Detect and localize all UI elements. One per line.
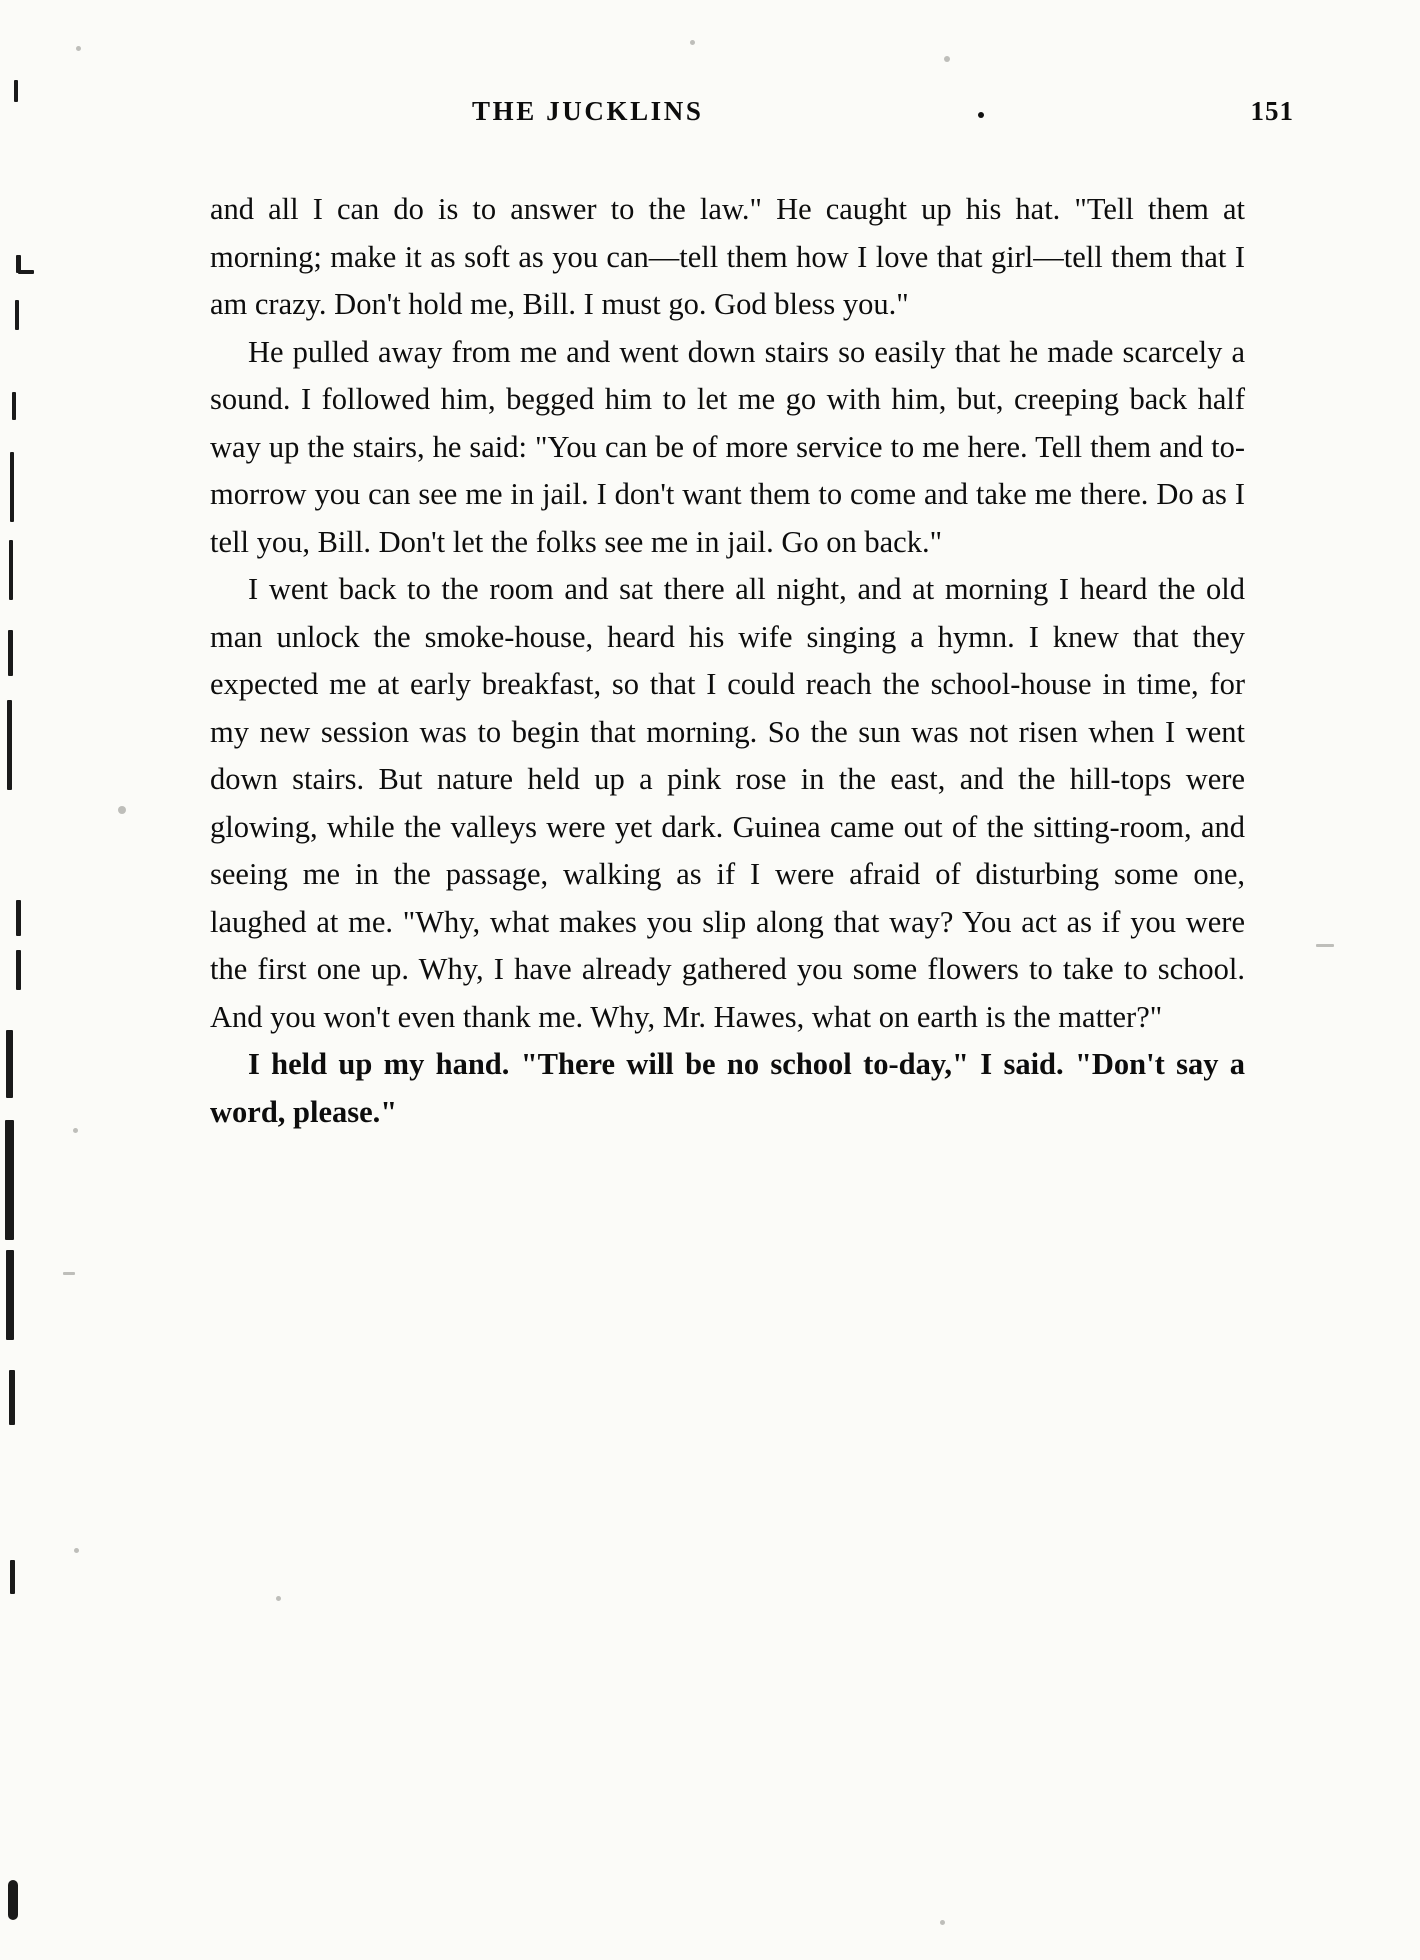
scan-edge-artifacts — [0, 0, 46, 1960]
paragraph: I held up my hand. "There will be no school to-day," I said. "Don't say a word, please." — [210, 1047, 1245, 1129]
page-number: 151 — [1250, 96, 1294, 126]
running-head-title: THE JUCKLINS — [472, 96, 704, 126]
running-head — [210, 96, 1294, 152]
body-text — [210, 186, 1245, 1136]
paragraph: He pulled away from me and went down stairs so easily that he made scarcely a sound. I followed him, begged him to let me go with him, but, creeping back half way up the stairs, he said: "You can be of more service to me here. Tell them and to-morrow you can see me in jail. I don't want them to come and take me there. Do as I tell you, Bill. Don't let the folks see me in jail. Go on back." — [210, 334, 1245, 559]
running-head-separator-dot — [978, 112, 984, 118]
paragraph: and all I can do is to answer to the law." He caught up his hat. "Tell them at morning; make it as soft as you can—tell them how I love that girl—tell them that I am crazy. Don't hold me, Bill. I must go. God bless you." — [210, 192, 1245, 321]
paragraph: I went back to the room and sat there all night, and at morning I heard the old man unlock the smoke-house, heard his wife singing a hymn. I knew that they expected me at early breakfast, so that I could reach the school-house in time, for my new session was to begin that morning. So the sun was not risen when I went down stairs. But nature held up a pink rose in the east, and the hill-tops were glowing, while the valleys were yet dark. Guinea came out of the sitting-room, and seeing me in the passage, walking as if I were afraid of disturbing some one, laughed at me. "Why, what makes you slip along that way? You act as if you were the first one up. Why, I have already gathered you some flowers to take to school. And you won't even thank me. Why, Mr. Hawes, what on earth is the matter?" — [210, 572, 1245, 1034]
page-content — [210, 96, 1294, 1136]
